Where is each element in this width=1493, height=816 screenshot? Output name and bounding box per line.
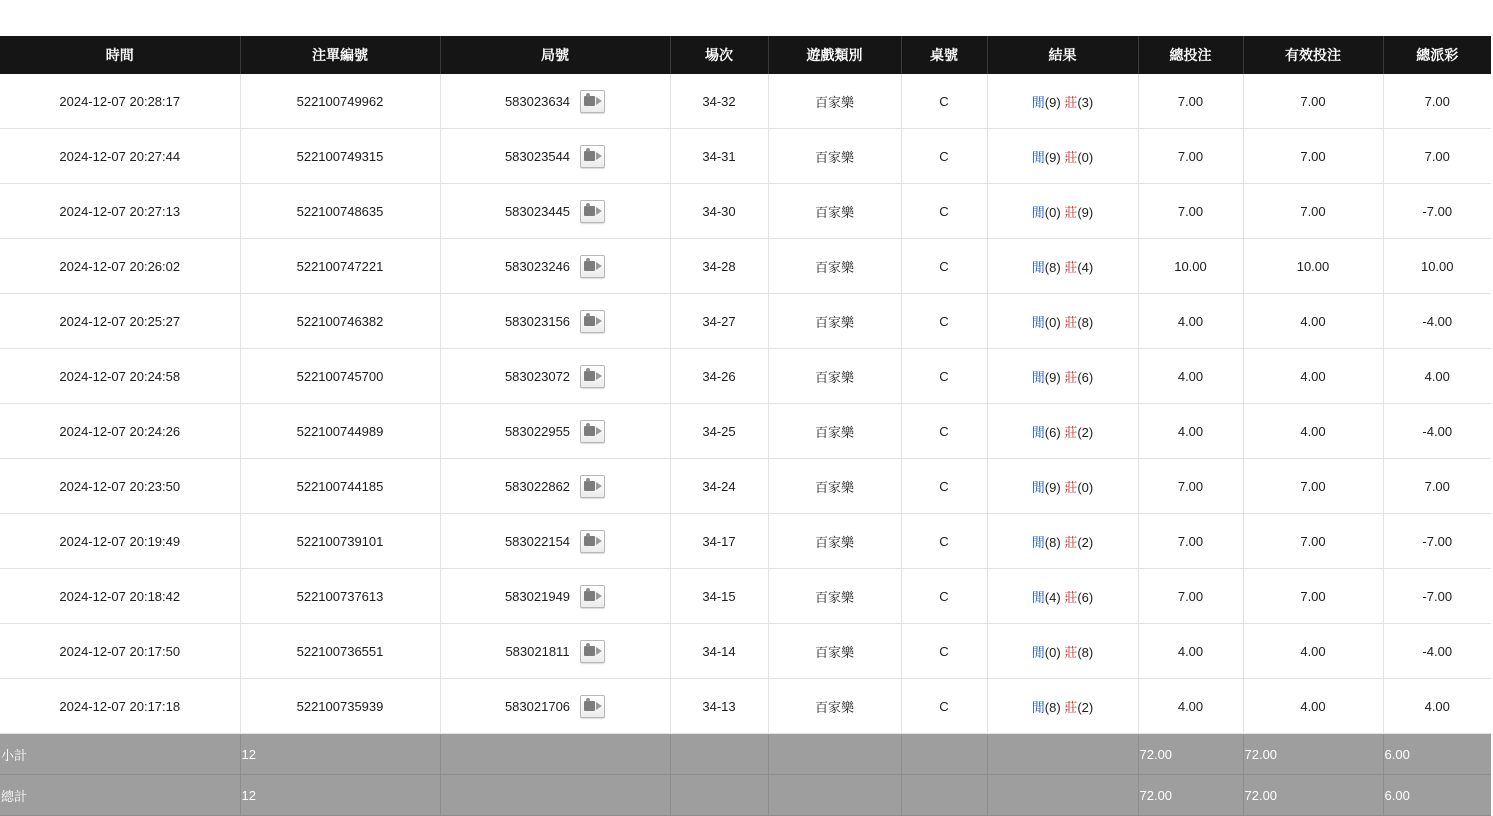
result-player-label: 閒	[1031, 149, 1045, 165]
subtotal-gametype-blank	[768, 734, 901, 775]
table-row	[0, 404, 1491, 459]
cell-time: 2024-12-07 20:26:02	[0, 239, 240, 294]
video-replay-icon-dot	[586, 698, 590, 702]
cell-result	[987, 129, 1138, 184]
table-row	[0, 514, 1491, 569]
table-row	[0, 74, 1491, 129]
result-banker-label: 莊	[1064, 644, 1078, 660]
cell-total-bet: 7.00	[1138, 514, 1243, 569]
round-id-text: 583021706	[504, 698, 571, 714]
cell-round-id	[440, 624, 670, 679]
result-player-value: (8)	[1044, 534, 1061, 550]
cell-round-id	[440, 404, 670, 459]
cell-result	[987, 74, 1138, 129]
cell-shoe: 34-27	[670, 294, 768, 349]
cell-bet-id: 522100744185	[240, 459, 440, 514]
result-player-label: 閒	[1031, 314, 1045, 330]
video-replay-icon-dot	[586, 148, 590, 152]
cell-payout: -7.00	[1383, 569, 1491, 624]
cell-bet-id: 522100745700	[240, 349, 440, 404]
cell-round-id	[440, 129, 670, 184]
cell-game-type: 百家樂	[768, 184, 901, 239]
cell-table-no: C	[901, 404, 987, 459]
round-cell	[445, 585, 666, 608]
table-row	[0, 459, 1491, 514]
video-replay-icon[interactable]	[580, 475, 605, 498]
video-replay-icon-dot	[586, 423, 590, 427]
cell-valid-bet: 4.00	[1243, 404, 1383, 459]
result-banker-value: (2)	[1077, 424, 1094, 440]
result-player-value: (9)	[1044, 479, 1061, 495]
cell-result	[987, 294, 1138, 349]
result-player-label: 閒	[1031, 589, 1045, 605]
result-banker-label: 莊	[1064, 149, 1078, 165]
cell-payout: 4.00	[1383, 349, 1491, 404]
cell-payout: 10.00	[1383, 239, 1491, 294]
cell-result	[987, 459, 1138, 514]
result-player-value: (9)	[1044, 369, 1061, 385]
cell-bet-id: 522100744989	[240, 404, 440, 459]
result-banker-label: 莊	[1064, 699, 1078, 715]
result-player-value: (6)	[1044, 424, 1061, 440]
video-replay-icon[interactable]	[580, 310, 605, 333]
round-cell	[445, 90, 666, 113]
table-footer	[0, 734, 1491, 816]
cell-time: 2024-12-07 20:18:42	[0, 569, 240, 624]
column-header-table-no[interactable]: 桌號	[901, 36, 987, 74]
table-header-row	[0, 36, 1491, 74]
table-row	[0, 349, 1491, 404]
result-banker-value: (6)	[1077, 369, 1094, 385]
video-replay-icon-dot	[586, 258, 590, 262]
cell-game-type: 百家樂	[768, 129, 901, 184]
column-header-game-type[interactable]: 遊戲類別	[768, 36, 901, 74]
round-id-text: 583023072	[504, 368, 571, 384]
cell-round-id	[440, 514, 670, 569]
table-row	[0, 624, 1491, 679]
cell-round-id	[440, 679, 670, 734]
cell-time: 2024-12-07 20:27:44	[0, 129, 240, 184]
cell-valid-bet: 4.00	[1243, 624, 1383, 679]
result-banker-label: 莊	[1064, 314, 1078, 330]
result-player-value: (8)	[1044, 259, 1061, 275]
table-row	[0, 239, 1491, 294]
cell-game-type: 百家樂	[768, 624, 901, 679]
cell-table-no: C	[901, 349, 987, 404]
cell-payout: 7.00	[1383, 74, 1491, 129]
cell-shoe: 34-17	[670, 514, 768, 569]
video-replay-icon[interactable]	[580, 145, 605, 168]
result-banker-label: 莊	[1064, 534, 1078, 550]
cell-total-bet: 4.00	[1138, 679, 1243, 734]
result-player-label: 閒	[1031, 534, 1045, 550]
grandtotal-payout: 6.00	[1383, 775, 1491, 816]
result-banker-value: (8)	[1077, 314, 1094, 330]
cell-shoe: 34-25	[670, 404, 768, 459]
cell-bet-id: 522100735939	[240, 679, 440, 734]
table-row	[0, 679, 1491, 734]
column-header-total-bet[interactable]: 總投注	[1138, 36, 1243, 74]
video-replay-icon[interactable]	[580, 695, 605, 718]
cell-time: 2024-12-07 20:27:13	[0, 184, 240, 239]
cell-result	[987, 349, 1138, 404]
round-cell	[445, 365, 666, 388]
cell-result	[987, 569, 1138, 624]
cell-table-no: C	[901, 74, 987, 129]
cell-round-id	[440, 569, 670, 624]
result-player-label: 閒	[1031, 94, 1045, 110]
cell-bet-id: 522100737613	[240, 569, 440, 624]
result-banker-label: 莊	[1064, 204, 1078, 220]
round-id-text: 583021949	[504, 588, 571, 604]
result-banker-label: 莊	[1064, 424, 1078, 440]
result-banker-value: (9)	[1077, 204, 1094, 220]
cell-round-id	[440, 294, 670, 349]
column-header-result[interactable]: 結果	[987, 36, 1138, 74]
round-id-text: 583023634	[504, 93, 571, 109]
cell-valid-bet: 7.00	[1243, 74, 1383, 129]
cell-time: 2024-12-07 20:25:27	[0, 294, 240, 349]
grandtotal-total-bet: 72.00	[1138, 775, 1243, 816]
cell-total-bet: 4.00	[1138, 349, 1243, 404]
table-row	[0, 184, 1491, 239]
grandtotal-shoe-blank	[670, 775, 768, 816]
video-replay-icon-dot	[586, 93, 590, 97]
cell-game-type: 百家樂	[768, 74, 901, 129]
result-player-label: 閒	[1031, 424, 1045, 440]
cell-shoe: 34-14	[670, 624, 768, 679]
result-banker-label: 莊	[1064, 369, 1078, 385]
cell-payout: -4.00	[1383, 404, 1491, 459]
round-cell	[445, 695, 666, 718]
result-banker-value: (3)	[1077, 94, 1094, 110]
cell-total-bet: 7.00	[1138, 74, 1243, 129]
video-replay-icon[interactable]	[580, 585, 605, 608]
round-cell	[445, 420, 666, 443]
round-id-text: 583022955	[504, 423, 571, 439]
cell-total-bet: 4.00	[1138, 404, 1243, 459]
cell-table-no: C	[901, 624, 987, 679]
cell-round-id	[440, 239, 670, 294]
cell-game-type: 百家樂	[768, 404, 901, 459]
video-replay-icon-dot	[586, 368, 590, 372]
video-replay-icon[interactable]	[580, 90, 605, 113]
column-header-time[interactable]: 時間	[0, 36, 240, 74]
result-player-value: (9)	[1044, 94, 1061, 110]
cell-shoe: 34-15	[670, 569, 768, 624]
cell-table-no: C	[901, 239, 987, 294]
cell-valid-bet: 7.00	[1243, 514, 1383, 569]
round-id-text: 583023544	[504, 148, 571, 164]
subtotal-table-blank	[901, 734, 987, 775]
cell-shoe: 34-32	[670, 74, 768, 129]
video-replay-icon[interactable]	[580, 420, 605, 443]
result-player-label: 閒	[1031, 644, 1045, 660]
cell-result	[987, 404, 1138, 459]
round-id-text: 583022862	[504, 478, 571, 494]
grandtotal-gametype-blank	[768, 775, 901, 816]
cell-total-bet: 10.00	[1138, 239, 1243, 294]
result-player-label: 閒	[1031, 699, 1045, 715]
cell-payout: -4.00	[1383, 294, 1491, 349]
subtotal-valid-bet: 72.00	[1243, 734, 1383, 775]
round-id-text: 583023445	[504, 203, 571, 219]
column-header-valid-bet[interactable]: 有效投注	[1243, 36, 1383, 74]
video-replay-icon-dot	[586, 643, 590, 647]
cell-time: 2024-12-07 20:28:17	[0, 74, 240, 129]
cell-shoe: 34-13	[670, 679, 768, 734]
cell-total-bet: 4.00	[1138, 624, 1243, 679]
grandtotal-row	[0, 775, 1491, 816]
column-header-round-id[interactable]: 局號	[440, 36, 670, 74]
cell-time: 2024-12-07 20:24:26	[0, 404, 240, 459]
round-cell	[445, 475, 666, 498]
cell-time: 2024-12-07 20:24:58	[0, 349, 240, 404]
cell-game-type: 百家樂	[768, 239, 901, 294]
cell-result	[987, 239, 1138, 294]
table-row	[0, 294, 1491, 349]
table-header	[0, 36, 1491, 74]
round-cell	[445, 200, 666, 223]
cell-bet-id: 522100748635	[240, 184, 440, 239]
subtotal-payout: 6.00	[1383, 734, 1491, 775]
result-banker-label: 莊	[1064, 94, 1078, 110]
video-replay-icon-dot	[586, 588, 590, 592]
cell-time: 2024-12-07 20:17:18	[0, 679, 240, 734]
cell-bet-id: 522100749315	[240, 129, 440, 184]
cell-total-bet: 7.00	[1138, 569, 1243, 624]
cell-payout: -7.00	[1383, 184, 1491, 239]
result-banker-value: (2)	[1077, 534, 1094, 550]
cell-total-bet: 4.00	[1138, 294, 1243, 349]
result-banker-value: (4)	[1077, 259, 1094, 275]
result-banker-value: (2)	[1077, 699, 1094, 715]
video-replay-icon[interactable]	[580, 530, 605, 553]
cell-total-bet: 7.00	[1138, 459, 1243, 514]
subtotal-label: 小計	[0, 734, 240, 775]
grandtotal-round-blank	[440, 775, 670, 816]
cell-game-type: 百家樂	[768, 514, 901, 569]
cell-valid-bet: 10.00	[1243, 239, 1383, 294]
cell-valid-bet: 7.00	[1243, 459, 1383, 514]
cell-total-bet: 7.00	[1138, 129, 1243, 184]
result-banker-label: 莊	[1064, 479, 1078, 495]
cell-valid-bet: 7.00	[1243, 184, 1383, 239]
column-header-shoe[interactable]: 場次	[670, 36, 768, 74]
result-banker-value: (6)	[1077, 589, 1094, 605]
cell-table-no: C	[901, 569, 987, 624]
cell-shoe: 34-30	[670, 184, 768, 239]
video-replay-icon[interactable]	[580, 365, 605, 388]
cell-valid-bet: 4.00	[1243, 294, 1383, 349]
result-player-value: (0)	[1044, 204, 1061, 220]
cell-round-id	[440, 459, 670, 514]
cell-table-no: C	[901, 184, 987, 239]
result-player-value: (9)	[1044, 149, 1061, 165]
cell-payout: -7.00	[1383, 514, 1491, 569]
cell-result	[987, 679, 1138, 734]
result-banker-value: (8)	[1077, 644, 1094, 660]
round-cell	[445, 145, 666, 168]
cell-payout: -4.00	[1383, 624, 1491, 679]
round-cell	[445, 640, 666, 663]
result-banker-value: (0)	[1077, 479, 1094, 495]
table-row	[0, 569, 1491, 624]
grandtotal-count: 12	[240, 775, 440, 816]
cell-table-no: C	[901, 459, 987, 514]
cell-bet-id: 522100747221	[240, 239, 440, 294]
cell-round-id	[440, 74, 670, 129]
grandtotal-label: 總計	[0, 775, 240, 816]
grandtotal-result-blank	[987, 775, 1138, 816]
result-banker-value: (0)	[1077, 149, 1094, 165]
subtotal-shoe-blank	[670, 734, 768, 775]
round-id-text: 583023246	[504, 258, 571, 274]
cell-payout: 7.00	[1383, 129, 1491, 184]
cell-bet-id: 522100746382	[240, 294, 440, 349]
column-header-payout[interactable]: 總派彩	[1383, 36, 1491, 74]
cell-bet-id: 522100749962	[240, 74, 440, 129]
video-replay-icon-dot	[586, 533, 590, 537]
cell-time: 2024-12-07 20:17:50	[0, 624, 240, 679]
grandtotal-valid-bet: 72.00	[1243, 775, 1383, 816]
round-id-text: 583023156	[504, 313, 571, 329]
result-player-label: 閒	[1031, 259, 1045, 275]
result-player-value: (0)	[1044, 314, 1061, 330]
result-banker-label: 莊	[1064, 589, 1078, 605]
round-cell	[445, 530, 666, 553]
cell-valid-bet: 4.00	[1243, 349, 1383, 404]
cell-round-id	[440, 349, 670, 404]
column-header-bet-id[interactable]: 注單編號	[240, 36, 440, 74]
cell-payout: 4.00	[1383, 679, 1491, 734]
cell-game-type: 百家樂	[768, 569, 901, 624]
cell-result	[987, 184, 1138, 239]
video-replay-icon-dot	[586, 478, 590, 482]
video-replay-icon[interactable]	[580, 200, 605, 223]
subtotal-result-blank	[987, 734, 1138, 775]
subtotal-round-blank	[440, 734, 670, 775]
cell-valid-bet: 4.00	[1243, 679, 1383, 734]
cell-time: 2024-12-07 20:23:50	[0, 459, 240, 514]
cell-table-no: C	[901, 679, 987, 734]
video-replay-icon[interactable]	[580, 640, 605, 663]
cell-result	[987, 624, 1138, 679]
cell-shoe: 34-24	[670, 459, 768, 514]
result-player-value: (4)	[1044, 589, 1061, 605]
cell-game-type: 百家樂	[768, 349, 901, 404]
cell-game-type: 百家樂	[768, 459, 901, 514]
result-player-label: 閒	[1031, 204, 1045, 220]
cell-payout: 7.00	[1383, 459, 1491, 514]
result-player-value: (8)	[1044, 699, 1061, 715]
video-replay-icon[interactable]	[580, 255, 605, 278]
cell-result	[987, 514, 1138, 569]
table-row	[0, 129, 1491, 184]
cell-shoe: 34-28	[670, 239, 768, 294]
table-body	[0, 74, 1491, 734]
result-player-value: (0)	[1044, 644, 1061, 660]
round-id-text: 583021811	[505, 643, 570, 659]
cell-shoe: 34-31	[670, 129, 768, 184]
cell-total-bet: 7.00	[1138, 184, 1243, 239]
cell-shoe: 34-26	[670, 349, 768, 404]
cell-table-no: C	[901, 294, 987, 349]
round-cell	[445, 255, 666, 278]
subtotal-total-bet: 72.00	[1138, 734, 1243, 775]
bet-history-table	[0, 36, 1491, 816]
cell-time: 2024-12-07 20:19:49	[0, 514, 240, 569]
cell-game-type: 百家樂	[768, 294, 901, 349]
cell-bet-id: 522100736551	[240, 624, 440, 679]
cell-game-type: 百家樂	[768, 679, 901, 734]
video-replay-icon-dot	[586, 313, 590, 317]
cell-table-no: C	[901, 129, 987, 184]
cell-valid-bet: 7.00	[1243, 569, 1383, 624]
result-player-label: 閒	[1031, 369, 1045, 385]
grandtotal-table-blank	[901, 775, 987, 816]
round-cell	[445, 310, 666, 333]
result-player-label: 閒	[1031, 479, 1045, 495]
video-replay-icon-dot	[586, 203, 590, 207]
subtotal-count: 12	[240, 734, 440, 775]
result-banker-label: 莊	[1064, 259, 1078, 275]
subtotal-row	[0, 734, 1491, 775]
cell-round-id	[440, 184, 670, 239]
cell-valid-bet: 7.00	[1243, 129, 1383, 184]
round-id-text: 583022154	[504, 533, 571, 549]
cell-table-no: C	[901, 514, 987, 569]
cell-bet-id: 522100739101	[240, 514, 440, 569]
